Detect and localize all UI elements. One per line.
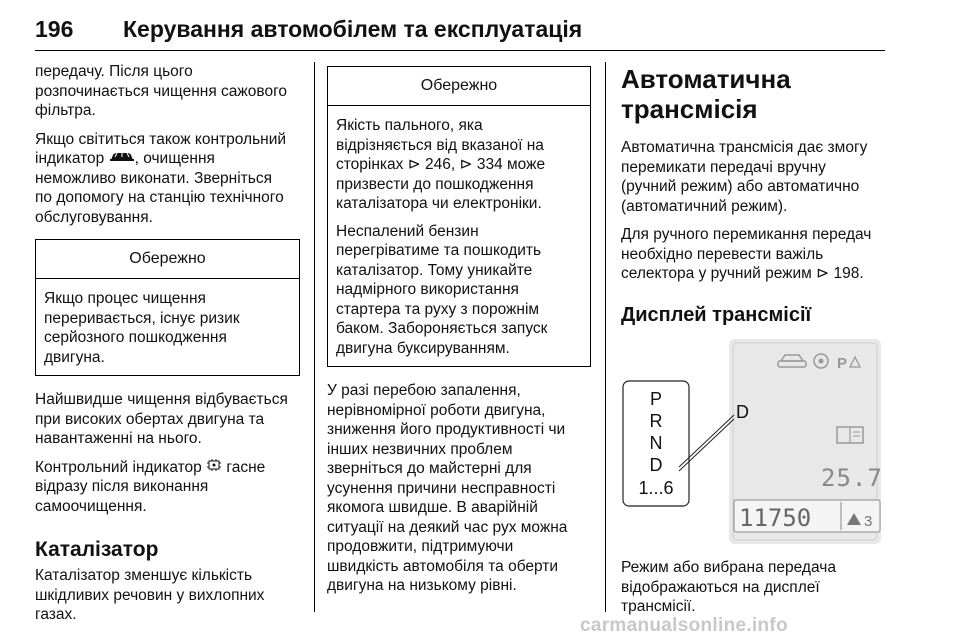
column-divider: [314, 62, 315, 612]
transmission-display-illustration: [621, 339, 883, 544]
paragraph: Автоматична трансмісія дає змогу перемикати передачі вручну (ручний режим) або автоматично (автоматичний режим).: [621, 139, 868, 215]
figure-caption: Режим або вибрана передача відображаються на дисплеї трансмісії.: [621, 559, 836, 615]
subsection-title: Дисплей трансмісії: [621, 303, 812, 326]
section-title: Автоматична трансмісія: [621, 64, 791, 124]
display-drawing: [621, 339, 883, 544]
car-filter-icon: [109, 149, 135, 169]
column-1: [35, 62, 300, 634]
page-ref-arrow-icon: ⊳: [407, 156, 421, 173]
column-divider: [605, 62, 606, 612]
warning-box: Обережно Якість пального, яка відрізняється від вказаної на сторінках ⊳ 246, ⊳ 334 може призвести до пошкодження каталізатора чи електроніки. Неспалений бензин перегріватиме та пошкодить каталізатор. Тому уникайте надмірного використання стартера та руху з порожнім баком. Забороняється запуск двигуна буксируванням.: [327, 66, 591, 367]
paragraph: Контрольний індикатор гасне відразу після виконання самоочищення.: [35, 458, 266, 515]
page-header: [35, 12, 885, 51]
page-reference[interactable]: 334: [476, 156, 503, 173]
page-reference[interactable]: 198: [833, 265, 860, 282]
odometer-readout: 11750: [739, 504, 812, 532]
mode-label: P: [837, 355, 848, 372]
column-2: [327, 66, 591, 605]
page-ref-arrow-icon: ⊳: [459, 156, 473, 173]
page-number: 196: [35, 16, 74, 42]
gear-p: P: [649, 389, 663, 409]
warning-title: Обережно: [36, 240, 299, 279]
page-ref-arrow-icon: ⊳: [816, 265, 830, 282]
gear-r: R: [649, 411, 663, 431]
gear-d: D: [649, 455, 663, 475]
warning-box: Обережно Якщо процес чищення переривається, існує ризик серйозного пошкодження двигуна.: [35, 239, 300, 376]
paragraph: передачу. Після цього розпочинається чищення сажового фільтра.: [35, 63, 288, 119]
paragraph: У разі перебою запалення, нерівномірної роботи двигуна, зниження його продуктивності чи інших незвичних проблем зверніться до майстерні для усунення причини несправності якомога швидше. В аварійній ситуації на деякий час рух можна продовжити, підтримуючи швидкість автомобіля та оберти двигуна на низькому рівні.: [327, 382, 568, 594]
dpf-indicator-icon: [206, 458, 222, 478]
section-title: Каталізатор: [35, 538, 159, 562]
gear-indicator: 3: [864, 513, 873, 530]
watermark: carmanualsonline.info: [580, 615, 788, 636]
paragraph: Найшвидше чищення відбувається при високих обертах двигуна та навантаженні на нього.: [35, 391, 288, 448]
running-title: Керування автомобілем та експлуатація: [123, 16, 583, 42]
paragraph: Каталізатор зменшує кількість шкідливих речовин у вихлопних газах.: [35, 567, 265, 624]
warning-title: Обережно: [328, 67, 590, 106]
paragraph: Для ручного перемикання передач необхідно перевести важіль селектора у ручний режим ⊳ 198.: [621, 226, 872, 282]
page-reference[interactable]: 246: [425, 156, 451, 173]
current-gear: D: [736, 402, 749, 422]
column-3: [621, 64, 891, 626]
temperature-readout: 25.7: [821, 464, 883, 492]
gear-n: N: [649, 433, 663, 453]
paragraph: Якщо світиться також контрольний індикатор , очищення неможливо виконати. Зверніться по допомогу на станцію технічного обслуговування.: [35, 130, 287, 226]
gear-manual: 1...6: [638, 478, 674, 498]
